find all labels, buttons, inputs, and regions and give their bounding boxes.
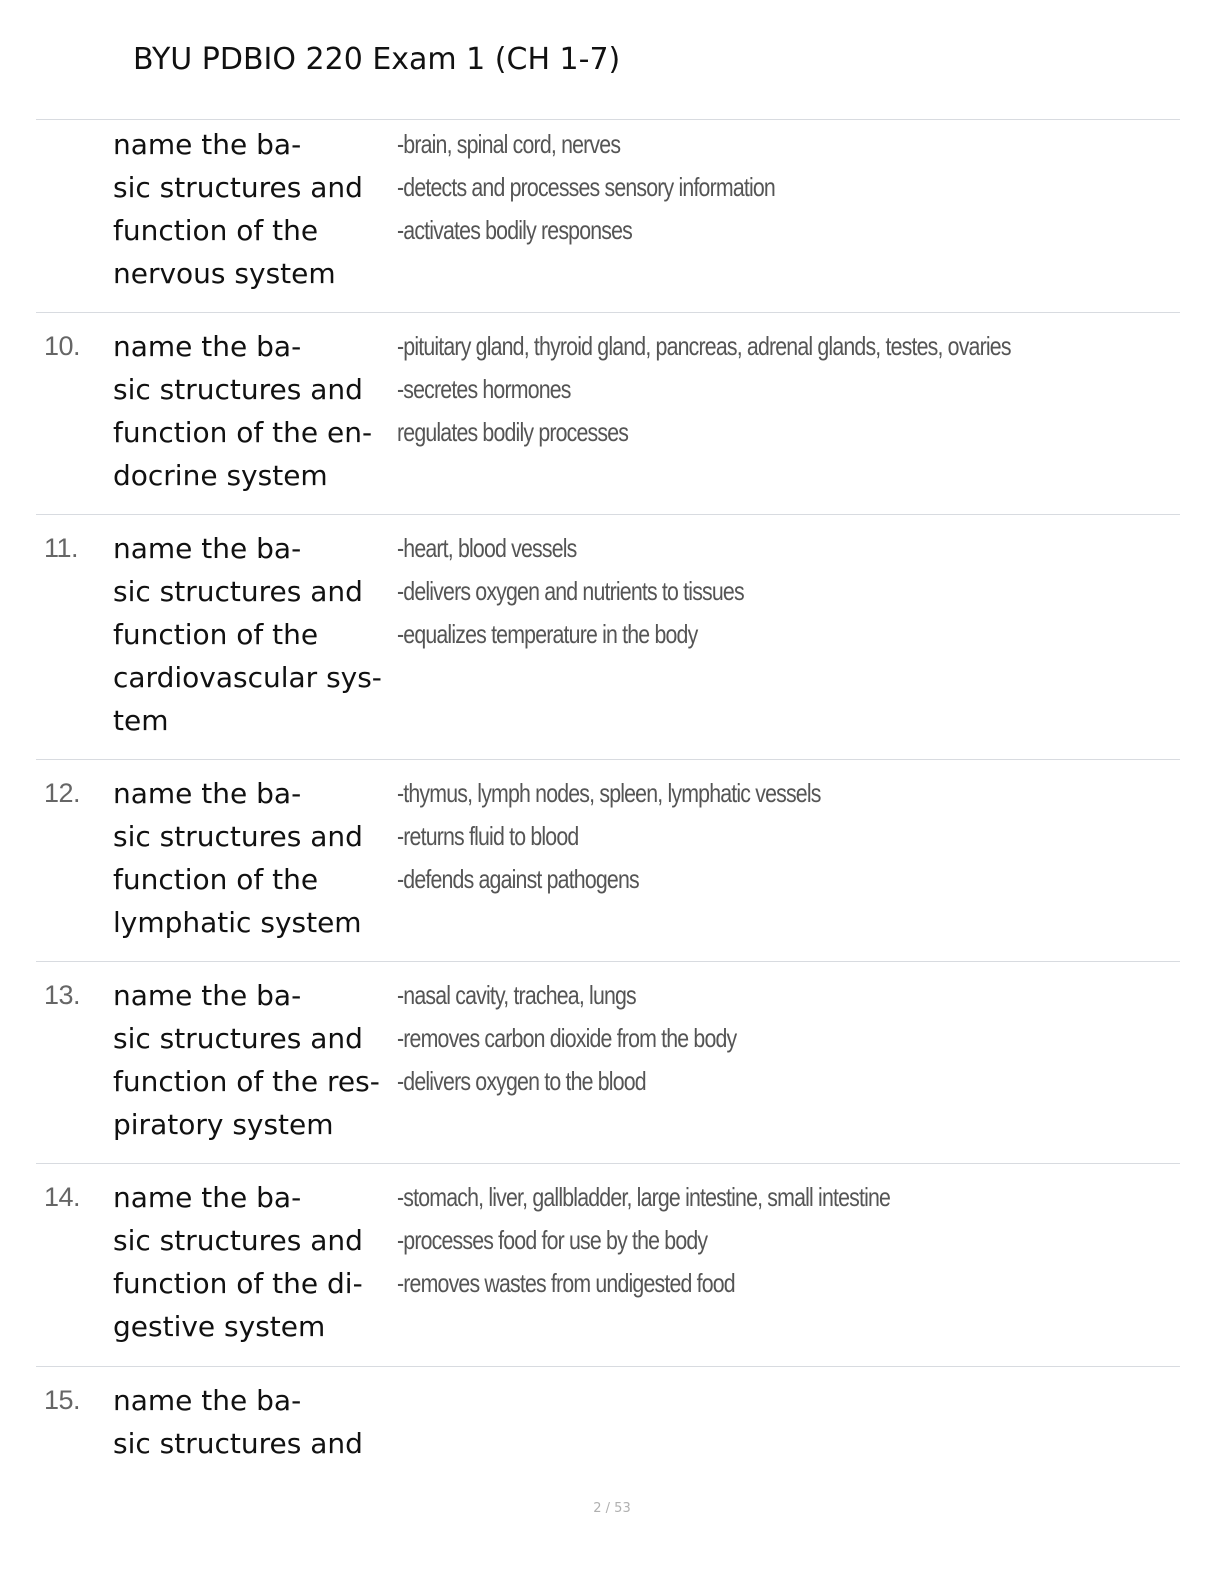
term-line: lymphatic system [113, 906, 362, 939]
card-term [113, 1176, 395, 1348]
card-term [113, 527, 395, 742]
card-number: 14. [44, 1182, 81, 1212]
term-line: docrine system [113, 459, 328, 492]
divider [36, 759, 1180, 760]
definition-line: -delivers oxygen and nutrients to tissues [397, 576, 744, 606]
card-number: 10. [44, 331, 81, 361]
term-line: sic structures and [113, 575, 363, 608]
card-definition [397, 123, 1167, 252]
definition-line: -defends against pathogens [397, 864, 639, 894]
divider [36, 1366, 1180, 1367]
term-line: name the ba- [113, 777, 302, 810]
definition-line: -brain, spinal cord, nerves [397, 129, 621, 159]
term-line: tem [113, 704, 169, 737]
term-line: sic structures and [113, 820, 363, 853]
card-term [113, 974, 395, 1146]
term-line: name the ba- [113, 1384, 302, 1417]
term-line: gestive system [113, 1310, 326, 1343]
definition-line: regulates bodily processes [397, 417, 629, 447]
definition-line: -thymus, lymph nodes, spleen, lymphatic vessels [397, 778, 821, 808]
divider [36, 312, 1180, 313]
card-number: 13. [44, 980, 81, 1010]
term-line: sic structures and [113, 373, 363, 406]
card-definition [397, 527, 1167, 656]
definition-line: -processes food for use by the body [397, 1225, 708, 1255]
definition-line: -returns fluid to blood [397, 821, 579, 851]
term-line: function of the di- [113, 1267, 363, 1300]
term-line: piratory system [113, 1108, 334, 1141]
term-line: sic structures and [113, 1224, 363, 1257]
definition-line: -removes wastes from undigested food [397, 1268, 735, 1298]
term-line: nervous system [113, 257, 336, 290]
card-number: 12. [44, 778, 81, 808]
definition-line: -removes carbon dioxide from the body [397, 1023, 737, 1053]
card-definition [397, 974, 1167, 1103]
card-term [113, 772, 395, 944]
card-definition [397, 772, 1167, 901]
definition-line: -pituitary gland, thyroid gland, pancreas, adrenal glands, testes, ovaries [397, 331, 1011, 361]
card-term [113, 325, 395, 497]
divider [36, 514, 1180, 515]
page-indicator: 2 / 53 [593, 1501, 631, 1516]
term-line: function of the en- [113, 416, 373, 449]
definition-line: -nasal cavity, trachea, lungs [397, 980, 636, 1010]
card-term [113, 1379, 395, 1465]
divider [36, 961, 1180, 962]
term-line: name the ba- [113, 979, 302, 1012]
card-number: 11. [44, 533, 79, 563]
definition-line: -detects and processes sensory information [397, 172, 775, 202]
term-line: name the ba- [113, 1181, 302, 1214]
term-line: sic structures and [113, 1022, 363, 1055]
term-line: function of the [113, 214, 319, 247]
card-definition [397, 325, 1167, 454]
term-line: sic structures and [113, 1427, 363, 1460]
term-line: sic structures and [113, 171, 363, 204]
definition-line: -heart, blood vessels [397, 533, 577, 563]
term-line: function of the res- [113, 1065, 380, 1098]
definition-line: -delivers oxygen to the blood [397, 1066, 646, 1096]
term-line: function of the [113, 863, 319, 896]
term-line: function of the [113, 618, 319, 651]
term-line: name the ba- [113, 532, 302, 565]
card-definition [397, 1176, 1167, 1305]
divider [36, 1163, 1180, 1164]
card-term [113, 123, 395, 295]
document-title: BYU PDBIO 220 Exam 1 (CH 1-7) [133, 42, 621, 77]
definition-line: -equalizes temperature in the body [397, 619, 698, 649]
card-number: 15. [44, 1385, 81, 1415]
definition-line: -secretes hormones [397, 374, 571, 404]
definition-line: -stomach, liver, gallbladder, large intestine, small intestine [397, 1182, 891, 1212]
divider [36, 119, 1180, 120]
term-line: name the ba- [113, 128, 302, 161]
term-line: name the ba- [113, 330, 302, 363]
definition-line: -activates bodily responses [397, 215, 633, 245]
term-line: cardiovascular sys- [113, 661, 382, 694]
